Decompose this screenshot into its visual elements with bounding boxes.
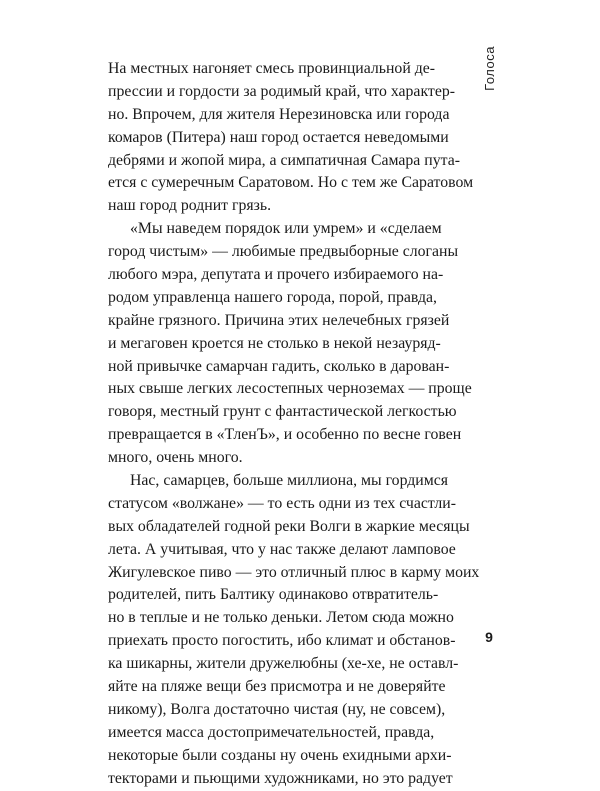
text-line: некоторые были созданы ну очень ехидными архи- (108, 746, 452, 764)
text-line: много, очень много. (108, 449, 243, 467)
text-line: имеется масса достопримечательностей, правда, (108, 723, 435, 741)
text-line: но в теплые и не только деньки. Летом сюда можно (108, 609, 454, 627)
text-line: статусом «волжане» — то есть одни из тех счастли- (108, 494, 456, 512)
text-line: наш город роднит грязь. (108, 197, 272, 215)
text-line: ется с сумеречным Саратовом. Но с тем же Саратовом (108, 174, 474, 192)
page-number: 9 (485, 629, 493, 645)
text-line: любого мэра, депутата и прочего избираемого на- (108, 266, 444, 284)
text-line: приехать просто погостить, ибо климат и обстанов- (108, 632, 456, 650)
text-line: Нас, самарцев, больше миллиона, мы гордимся (130, 472, 449, 490)
text-line: никому), Волга достаточно чистая (ну, не совсем), (108, 700, 446, 718)
text-line: родителей, пить Балтику одинаково отвратитель- (108, 586, 439, 604)
text-line: родом управленца нашего города, порой, правда, (108, 288, 437, 306)
text-line: дебрями и жопой мира, а симпатичная Самара пута- (108, 151, 460, 169)
text-line: Жигулевское пиво — это отличный плюс в карму моих (108, 563, 480, 581)
text-line: но. Впрочем, для жителя Нерезиновска или города (108, 105, 450, 123)
text-line: текторами и пьющими художниками, но это радует (108, 769, 453, 787)
text-line: комаров (Питера) наш город остается неведомыми (108, 128, 449, 146)
text-line: ной привычке самарчан гадить, сколько в дарован- (108, 357, 450, 375)
text-line: лета. А учитывая, что у нас также делают ламповое (108, 540, 456, 558)
text-line: превращается в «ТленЪ», и особенно по весне говен (108, 426, 462, 444)
text-line: город чистым» — любимые предвыборные слоганы (108, 243, 459, 261)
running-head-text: Голоса (481, 46, 497, 91)
text-line: вых обладателей годной реки Волги в жаркие месяцы (108, 517, 470, 535)
text-line: ка шикарны, жители дружелюбны (хе-хе, не оставл- (108, 655, 459, 673)
text-line: крайне грязного. Причина этих нелечебных грязей (108, 311, 450, 329)
text-line: На местных нагоняет смесь провинциальной де- (108, 60, 436, 77)
body-text (108, 58, 480, 791)
text-line: «Мы наведем порядок или умрем» и «сделаем (130, 220, 442, 238)
running-head (478, 46, 500, 126)
text-line: яйте на пляже вещи без присмотра и не доверяйте (108, 678, 446, 696)
text-line: прессии и гордости за родимый край, что характер- (108, 82, 455, 100)
text-line: говоря, местный грунт с фантастической легкостью (108, 403, 457, 421)
text-line: и мегаговен кроется не столько в некой незауряд- (108, 334, 441, 352)
text-line: ных свыше легких лесостепных черноземах — проще (108, 380, 472, 398)
